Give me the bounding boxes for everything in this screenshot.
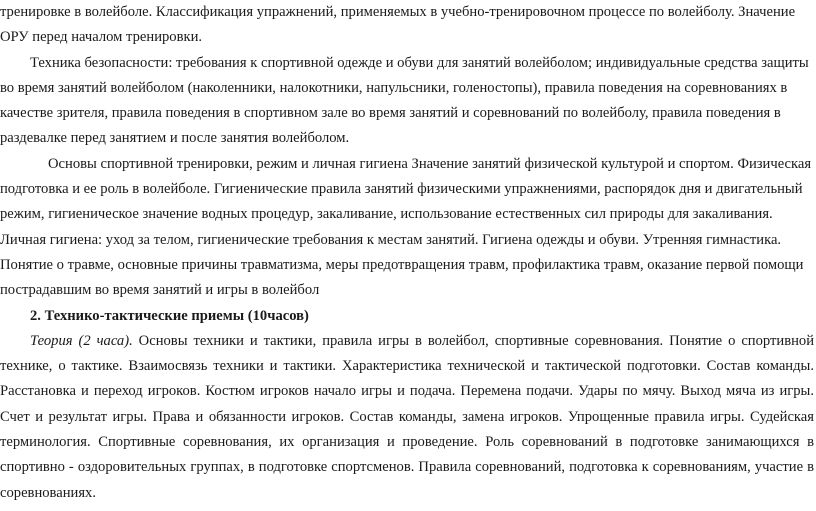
paragraph-safety: Техника безопасности: требования к спортивной одежде и обуви для занятий волейболом; индивидуальные средства защиты во время занятий волейболом (наколенники, налокотники, напульсники, голеностопы), правила поведения на соревнованиях в качестве зрителя, правила поведения в спортивном зале во время занятий и соревнований по волейболу, правила поведения в раздевалке перед занятием и после занятия волейболом. — [0, 54, 809, 147]
theory-text: Основы техники и тактики, правила игры в волейбол, спортивные соревнования. Понятие о спортивной технике, о тактике. Взаимосвязь техники и тактики. Характеристика технической и тактической подготовки. Состав команды. Расстановка и переход игроков. Костюм игроков начало игры и подача. Перемена подачи. Удары по мячу. Выход мяча из игры. Счет и результат игры. Права и обязанности игроков. Состав команды, замена игроков. Упрощенные правила игры. Судейская терминология. Спортивные соревнования, их организация и проведение. Роль соревнований в подготовке занимающихся в спортивно - оздоровительных группах, в подготовке спортсменов. Правила соревнований, подготовка к соревнованиям, участие в соревнованиях. — [0, 332, 815, 501]
paragraph-intro: тренировке в волейболе. Классификация упражнений, применяемых в учебно-тренировочном процессе по волейболу. Значение ОРУ перед началом тренировки. — [0, 4, 796, 46]
theory-label: Теория (2 часа). — [30, 332, 133, 349]
paragraph-training-basics: Основы спортивной тренировки, режим и личная гигиена Значение занятий физической культурой и спортом. Физическая подготовка и ее роль в волейболе. Гигиенические правила занятий физическими упражнениями, распорядок дня и двигательный режим, гигиеническое значение водных процедур, закаливание, использование естественных сил природы для закаливания. Личная гигиена: уход за телом, гигиенические требования к местам занятий. Гигиена одежды и обуви. Утренняя гимнастика. Понятие о травме, основные причины травматизма, меры предотвращения травм, профилактика травм, оказание первой помощи пострадавшим во время занятий и игры в волейбол — [0, 155, 812, 299]
section-heading: 2. Технико-тактические приемы (10часов) — [30, 307, 309, 324]
paragraph-theory — [0, 329, 814, 506]
